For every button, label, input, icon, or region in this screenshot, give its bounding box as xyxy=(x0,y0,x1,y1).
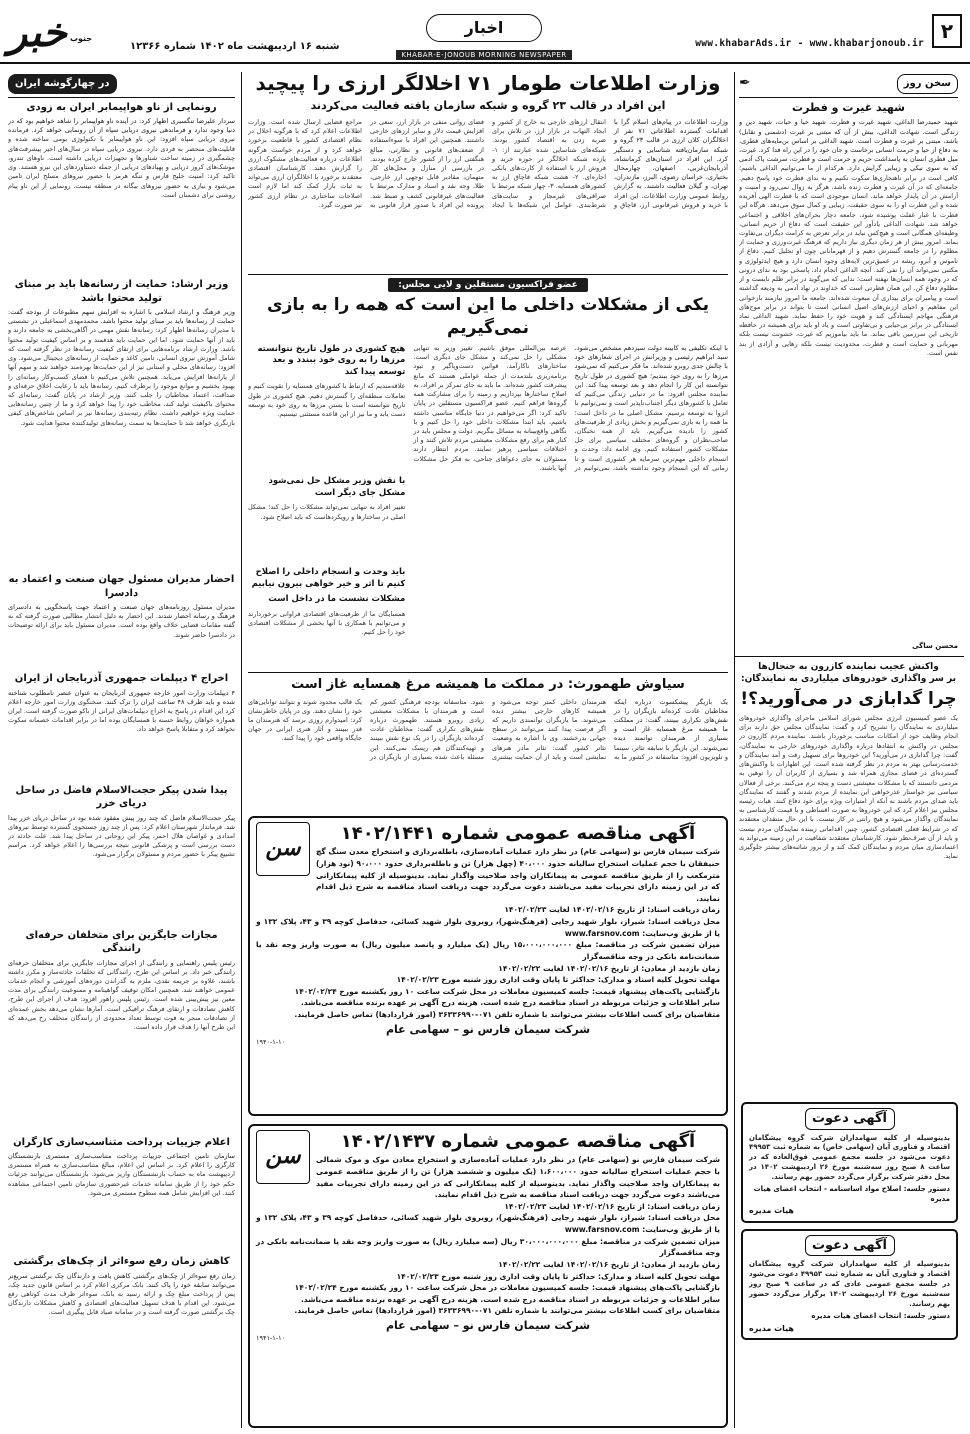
left-news-item: مجازات جایگزین برای متخلفان حرفه‌ای رانندگی رئیس پلیس راهنمایی و رانندگی از اجرای مجازات جایگزین برای متخلفان حرفه‌ای رانندگی خبر داد. بر اساس این طرح، رانندگانی که تخلفات حادثه‌ساز و مکرر داشته باشند، علاوه بر جریمه نقدی، ملزم به گذراندن دوره‌های آموزشی و انجام خدمات عمومی خواهند شد. همچنین امکان توقیف گواهینامه و ممنوعیت رانندگی برای مدت معین نیز پیش‌بینی شده است. رئیس پلیس راهور افزود: هدف از اجرای این طرح، کاهش تصادفات و ارتقای فرهنگ ترافیکی است. آمارها نشان می‌دهد بخش عمده‌ای از تصادفات منجر به فوت توسط تعداد محدودی از رانندگان متخلف رخ می‌دهد که این طرح آنها را هدف قرار داده است. xyxy=(8,929,235,1032)
article-3-body: یک بازیگر پیشکسوت درباره اینکه مخاطبان عادت کرده‌اند بازیگران را در نقش‌های تکراری ببینند، گفت: در مملکت ما همیشه مرغ همسایه غاز است و بسیاری از هنرمندان توانمند دیده نمی‌شوند. این بازیگر با سابقه تئاتر، سینما و تلویزیون افزود: متاسفانه در کشور ما به هنرمندان داخلی کمتر توجه می‌شود و همیشه کارهای خارجی بیشتر دیده می‌شوند. ما بازیگران توانمندی داریم که اگر فرصت پیدا کنند می‌توانند در سطح جهانی بدرخشند. وی با اشاره به وضعیت تئاتر کشور گفت: تئاتر مادر هنرهای نمایشی است و باید از آن حمایت بیشتری شود. متاسفانه بودجه فرهنگی کشور کم است و هنرمندان با مشکلات معیشتی زیادی روبرو هستند. طهمورث درباره نقش‌های تکراری گفت: مخاطبان عادت کرده‌اند بازیگران را در یک نوع نقش ببینند و تهیه‌کنندگان هم ریسک نمی‌کنند. این مسئله باعث شده بسیاری از بازیگران در یک قالب محدود شوند و نتوانند توانایی‌های خود را نشان دهند. وی در پایان خاطرنشان کرد: امیدوارم روزی برسد که هنرمندان ما قدر ببینند و آثار هنری ایرانی در جهان جایگاه واقعی خود را پیدا کنند. xyxy=(248,697,728,761)
left-news-title: اخراج ۴ دیپلمات جمهوری آذربایجان از ایران xyxy=(14,673,229,684)
lead-headline: وزارت اطلاعات طومار ۷۱ اخلالگر ارزی را پیچید xyxy=(255,71,721,95)
notice-1-title: آگهی دعوت xyxy=(805,1108,895,1130)
newspaper-english-subtitle: KHABAR-E-JONOUB MORNING NEWSPAPER xyxy=(396,50,572,60)
notice-1-agenda: اصلاح مواد اساسنامه - انتخاب اعضای هیات مدیره xyxy=(753,1185,950,1203)
article-3-headline: سیاوش طهمورث: در مملکت ما همیشه مرغ همسایه غاز است xyxy=(291,677,685,692)
tender-ad-2-l5: مهلت تحویل کلیه اسناد و مدارک: حداکثر تا پایان وقت اداری روز شنبه مورخ ۱۴۰۲/۰۲/۲۳ xyxy=(396,1271,720,1281)
right-column xyxy=(734,72,964,1428)
left-news-item: اعلام جزییات پرداخت متناسب‌سازی کارگران سازمان تامین اجتماعی جزییات پرداخت متناسب‌سازی مستمری بازنشستگان کارگری را اعلام کرد. بر اساس این اعلام، مبالغ متناسب‌سازی به همراه مستمری اردیبهشت ماه به حساب بازنشستگان واریز می‌شود. بازنشستگان می‌توانند جزئیات حکم خود را از طریق سامانه خدمات غیرحضوری سازمان تامین اجتماعی مشاهده کنند. این افزایش شامل همه سطوح مستمری می‌شود. xyxy=(8,1136,235,1197)
tender-ad-2-l2[interactable]: محل دریافت اسناد: شیراز، بلوار شهید رجایی (فرهنگ‌شهر)، روبروی بلوار شهید کسائی، حدفاصل کوچه ۳۹ و ۴۳، پلاک ۱۳۲ و یا از طریق وب‌سایت: www.farsnov.com xyxy=(256,1213,721,1235)
left-news-item: احضار مدیران مسئول جهان صنعت و اعتماد به دادسرا مدیران مسئول روزنامه‌های جهان صنعت و اعتماد جهت پاسخگویی به دادسرای فرهنگ و رسانه احضار شدند. این احضار به دلیل انتشار مطالبی صورت گرفته که به گفته مقامات قضایی خلاف واقع بوده است. مدیران مسئول باید برای ارائه توضیحات در دادسرا حاضر شوند. xyxy=(8,574,235,639)
article-2-body: با اینکه تکلیفی به کابینه دولت سیزدهم مشخص می‌شود، سید ابراهیم رئیسی و وزیرانش در اجرای شعارهای خود با چالش جدی روبرو شده‌اند. ما فکر می‌کنیم که نمی‌شود مرزها را به روی خود ببندیم؛ هیچ کشوری در طول تاریخ نتوانسته این کار را انجام دهد و بعد توسعه پیدا کند. این نماینده مجلس افزود: ما در دنیایی زندگی می‌کنیم که تعامل با کشورهای دیگر اجتناب‌ناپذیر است و نمی‌توانیم با انزوا به توسعه برسیم. مشکل اصلی ما در داخل است؛ ما همه را به بازی نمی‌گیریم و بخش زیادی از ظرفیت‌های کشور را نادیده می‌گیریم. باید از همه نخبگان، صاحب‌نظران و گروه‌های مختلف سیاسی برای حل مشکلات کشور استفاده کنیم. وی ادامه داد: وحدت و انسجام داخلی مهم‌ترین سرمایه هر کشوری است و تا زمانی که این انسجام وجود نداشته باشد، نمی‌توانیم در عرصه بین‌المللی موفق باشیم. تغییر وزیر به تنهایی مشکلی را حل نمی‌کند و مشکل جای دیگری است. ساختارهای ناکارآمد، قوانین دست‌وپاگیر و نبود برنامه‌ریزی بلندمدت از جمله عواملی هستند که مانع پیشرفت کشور شده‌اند. ما باید به جای تمرکز بر افراد، به اصلاح ساختارها بپردازیم و زمینه را برای مشارکت همه گروه‌ها فراهم کنیم. عضو فراکسیون مستقلین در پایان تاکید کرد: اگر می‌خواهیم در دنیا جایگاه مناسبی داشته باشیم، باید ابتدا مشکلات داخلی خود را حل کنیم و با نگاهی واقع‌بینانه به مسائل بنگریم. دولت و مجلس باید در کنار هم برای رفع مشکلات معیشتی مردم تلاش کنند و از اختلافات سیاسی پرهیز نمایند. مردم انتظار دارند مسئولان به جای دعواهای جناحی، به فکر حل مشکلات آنها باشند. xyxy=(413,344,728,472)
newspaper-logo: خبر xyxy=(8,9,67,56)
left-news-title: وزیر ارشاد: حمایت از رسانه‌ها باید بر مبنای تولید محتوا باشد xyxy=(14,279,229,304)
article-2-kicker: عضو فراکسیون مستقلین و لایی مجلس: xyxy=(388,278,587,292)
cartoon-sub: بر سر واگذاری خودروهای میلیاردی به نمایندگان: xyxy=(740,673,957,684)
tender-ad-2-l7: سایر اطلاعات و جزئیات مربوطه در اسناد مناقصه درج شده است. هزینه درج آگهی بر عهده برنده مناقصه می‌باشد. xyxy=(300,1294,720,1304)
section-title: اخبار xyxy=(426,14,542,42)
tender-ad-2-code: ۱۹۴۱-۱-۱۰ xyxy=(256,1333,286,1342)
left-news-body: سازمان تامین اجتماعی جزییات پرداخت متناسب‌سازی مستمری بازنشستگان کارگری را اعلام کرد. xyxy=(8,1152,235,1170)
notice-2-agenda-label: دستور جلسه: xyxy=(903,1312,950,1321)
tender-ad-1-l2[interactable]: محل دریافت اسناد: شیراز، بلوار شهید رجایی (فرهنگ‌شهر)، روبروی بلوار شهید کسائی، حدفاصل کوچه ۳۹ و ۴۳، پلاک ۱۳۲ و یا از طریق وب‌سایت: www.farsnov.com xyxy=(256,917,721,938)
cartoon-title: چرا گدابازی در می‌آورید؟! xyxy=(740,689,957,710)
cartoon-body: یک عضو کمیسیون انرژی مجلس شورای اسلامی ماجرای واگذاری خودروهای میلیاردی به نمایندگان را تشریح کرد و گفت: نمایندگان مجلس حق دارند برای انجام وظایف خود از امکانات مناسب برخوردار باشند. نماینده مردم کازرون در مجلس در واکنش به انتقادها درباره واگذاری خودروهای خارجی به نمایندگان، گفت: چرا گدابازی در می‌آورید؟ این خودروها برای تسهیل رفت و آمد نمایندگان و خدمت‌رسانی بهتر به مردم در نظر گرفته شده است. این اظهارات با واکنش‌های گسترده‌ای در فضای مجازی همراه شد و بسیاری از کاربران آن را توهین به مردمی دانستند که با مشکلات معیشتی دست و پنجه نرم می‌کنند. برخی از فعالان سیاسی نیز خواستار عذرخواهی این نماینده از مردم شدند و گفتند که نمایندگان باید صدای مردم باشند نه آنکه از امتیازات ویژه برای خود دفاع کنند. هیات رئیسه مجلس نیز اعلام کرد که این خودروها به صورت اقساطی و با قیمت کارشناسی به نمایندگان واگذار می‌شود و هیچ رانتی در کار نیست. با این حال منتقدان معتقدند که در شرایط فعلی اقتصادی کشور، چنین اقداماتی زیبنده نمایندگان مردم نیست و باید از آن صرف‌نظر شود. کارشناسان معتقدند شفافیت در این زمینه می‌تواند به اعتمادسازی میان مردم و نمایندگان کمک کند و از بروز شائبه‌های بیشتر جلوگیری نماید. xyxy=(739,714,958,861)
tender-ad-1-title: آگهی مناقصه عمومی شماره ۱۴۰۲/۱۴۴۱ xyxy=(340,823,696,844)
left-news-body: سردار علیرضا تنگسیری اظهار کرد: در آینده ناو هواپیمابر را شاهد خواهیم بود که در دنیا وجود ندارد و فرماندهی نیروی دریایی سپاه از آن رونمایی خواهد کرد. xyxy=(8,117,235,135)
page-number: ۲ xyxy=(932,14,962,48)
cartoon-kicker: واکنش عجیب نماینده کازرون به جنجال‌ها xyxy=(758,661,939,672)
notice-2-body: بدینوسیله از کلیه سهامداران شرکت گروه پیشگامان اقتصاد و فناوری آیان به شماره ثبت ۴۹۹۵۳ دعوت می‌شود در جلسه مجمع عمومی عادی که در ساعت ۹ صبح روز سه‌شنبه مورخ ۲۶ اردیبهشت ۱۴۰۲ برگزار می‌گردد حضور بهم رسانند. xyxy=(749,1260,950,1309)
left-news-title: اعلام جزییات پرداخت متناسب‌سازی کارگران xyxy=(13,1136,230,1148)
editorial-title: شهید غیرت و فطرت xyxy=(792,100,905,114)
left-news-item: اخراج ۴ دیپلمات جمهوری آذربایجان از ایران ۴ دیپلمات وزارت امور خارجه جمهوری آذربایجان به عنوان عنصر نامطلوب شناخته شده و باید ظرف ۴۸ ساعت ایران را ترک کنند. سخنگوی وزارت امور خارجه اعلام کرد این اقدام در پاسخ به اخراج دیپلمات‌های ایرانی از باکو صورت گرفته است. ایران همواره خواهان روابط حسنه با همسایگان بوده اما در برابر اقدامات خصمانه سکوت نخواهد کرد و متقابلا پاسخ خواهد داد. xyxy=(8,673,235,734)
left-news-item: پیدا شدن پیکر حجت‌الاسلام فاضل در ساحل دریای خزر پیکر حجت‌الاسلام فاضل که چند روز پیش مفقود شده بود در ساحل دریای خزر پیدا شد. فرماندار شهرستان اعلام کرد: پس از چند روز جستجوی گسترده توسط نیروهای امدادی و غواصان هلال احمر، پیکر این روحانی در ساحل پیدا شد. علت حادثه در دست بررسی است و پزشکی قانونی نتیجه بررسی‌ها را اعلام خواهد کرد. مراسم تشییع پیکر با حضور مردم و مسئولان برگزار می‌شود. xyxy=(8,784,235,859)
tender-ad-2 xyxy=(248,1124,728,1428)
newspaper-logo-sub: جنوب xyxy=(70,34,93,43)
article-2-sub-3: باید وحدت و انسجام داخلی را اصلاح کنیم تا اثر و خیر خواهی بیرون نیابیم xyxy=(251,567,406,589)
left-news-body: رئیس پلیس راهنمایی و رانندگی از اجرای مجازات جایگزین برای متخلفان حرفه‌ای رانندگی خبر داد. xyxy=(8,958,235,976)
tender-ad-1-code: ۱۹۴۰-۱-۱۰ xyxy=(256,1037,286,1046)
editorial-box-label: سخن روز xyxy=(897,74,958,94)
lead-body: وزارت اطلاعات در پیام‌های اسلام گرا با اقدامات گسترده اطلاعاتی ۷۱ نفر از اخلالگران کلان ارزی در قالب ۲۳ گروه و شبکه سازمان‌یافته شناسایی و دستگیر کرد. این افراد در استان‌های کرمانشاه، آذربایجان‌غربی، اصفهان، چهارمحال بختیاری، خراسان رضوی، البرز، مازندران، تهران، و گیلان فعالیت داشتند. به گزارش روابط عمومی وزارت اطلاعات، این افراد با خرید و فروش غیرقانونی ارز، قاچاق و انتقال ارزهای خارجی به خارج از کشور و ایجاد التهاب در بازار ارز، در تلاش برای ضربه زدن به اقتصاد کشور بودند. شبکه‌های شناسایی شده عبارتند از: ۱- یازده شبکه اخلالگر در حوزه خرید و فروش ارز با استفاده از کارت‌های بانکی اجاره‌ای. ۲- هشت شبکه قاچاق ارز به کشورهای همسایه. ۳- چهار شبکه مرتبط با صرافی‌های غیرمجاز و سایت‌های شرط‌بندی. عوامل این شبکه‌ها با ایجاد فضای روانی منفی در بازار ارز، سعی در افزایش قیمت دلار و سایر ارزهای خارجی داشتند. همچنین این افراد با سوءاستفاده از ضعف‌های قانونی و نظارتی، مبالغ هنگفتی ارز را از کشور خارج کرده بودند. در بازرسی از منازل و محل‌های کار متهمان، مقادیر قابل توجهی ارز خارجی، طلا، وجه نقد و اسناد و مدارک مرتبط با فعالیت‌های غیرقانونی کشف و ضبط شد. پرونده این افراد با صدور قرار قانونی به مراجع قضایی ارسال شده است. وزارت اطلاعات اعلام کرد که با هرگونه اخلال در نظام اقتصادی کشور با قاطعیت برخورد خواهد کرد و از مردم خواست هرگونه اطلاعات درباره فعالیت‌های مشکوک ارزی را گزارش دهند. کارشناسان اقتصادی معتقدند برخورد با اخلالگران ارزی می‌تواند به ثبات بازار کمک کند اما لازم است اصلاحات ساختاری در نظام ارزی کشور نیز صورت گیرد. xyxy=(248,117,728,209)
company-logo-icon: سن xyxy=(256,1130,310,1184)
tender-ad-2-l1: زمان دریافت اسناد: از تاریخ ۱۴۰۲/۰۲/۱۶ لغایت ۱۴۰۲/۰۲/۲۳ xyxy=(504,1201,720,1211)
article-2-sub-2: با نقش وزیر مشکل حل نمی‌شود مشکل جای دیگر است xyxy=(268,476,406,498)
notice-1-sign: هیات مدیره xyxy=(749,1206,794,1216)
left-news-item: رونمایی از ناو هواپیمابر ایران به زودی سردار علیرضا تنگسیری اظهار کرد: در آینده ناو هواپیمابر را شاهد خواهیم بود که در دنیا وجود ندارد و فرماندهی نیروی دریایی سپاه از آن رونمایی خواهد کرد. فرمانده نیروی دریایی سپاه افزود: این ناو هواپیمابر با تکنولوژی بومی ساخته شده و قابلیت‌های منحصر به فردی دارد. نیروی دریایی سپاه در سال‌های اخیر پیشرفت‌های چشمگیری در زمینه ساخت شناورها و تجهیزات دریایی داشته است. ناوهای تندرو، موشک‌های کروز دریایی و پهپادهای دریایی از جمله دستاوردهای این نیرو هستند. وی تاکید کرد: امنیت خلیج فارس و تنگه هرمز با حضور نیروهای مسلح ایران تامین می‌شود و نیازی به حضور نیروهای بیگانه در منطقه نیست. رونمایی از این ناو پیام روشنی برای دشمنان است. xyxy=(8,101,235,199)
tender-ad-2-l3: میزان تضمین شرکت در مناقصه: مبلغ ۳۰،۰۰۰،۰۰۰،۰۰۰ ریال (سه میلیارد ریال) به صورت واریز وجه نقد یا ضمانت‌نامه بانکی در وجه مناقصه‌گزار xyxy=(256,1236,720,1258)
notice-2-sign: هیات مدیره xyxy=(749,1323,794,1333)
tender-ad-1-l7: سایر اطلاعات و جزئیات مربوطه در اسناد مناقصه درج شده است. هزینه درج آگهی بر عهده برنده مناقصه می‌باشد. xyxy=(300,998,720,1008)
left-news-body: وزیر فرهنگ و ارشاد اسلامی با اشاره به افزایش سهم مطبوعات از بودجه گفت: حمایت از رسانه‌ها باید بر مبنای تولید محتوا باشد. xyxy=(8,308,235,326)
tender-ad-1-company: شرکت سیمان فارس نو – سهامی عام xyxy=(385,1022,591,1036)
left-news-item: وزیر ارشاد: حمایت از رسانه‌ها باید بر مبنای تولید محتوا باشد وزیر فرهنگ و ارشاد اسلامی با اشاره به افزایش سهم مطبوعات از بودجه گفت: حمایت از رسانه‌ها باید بر مبنای تولید محتوا باشد. محمدمهدی اسماعیلی در نشستی با مدیران رسانه‌ها اظهار کرد: رسانه‌ها نقش مهمی در آگاهی‌بخشی به جامعه دارند و باید از آنها حمایت شود. اما این حمایت باید هدفمند و بر اساس کیفیت تولید محتوا باشد. وزارت ارشاد برنامه‌هایی برای ارتقای کیفیت رسانه‌ها در نظر گرفته است که شامل آموزش نیروی انسانی، تامین کاغذ و حمایت از رسانه‌های دیجیتال می‌شود. وی افزود: رسانه‌های محلی و استانی نیز از این حمایت‌ها بهره‌مند خواهند شد و سهم آنها از یارانه‌ها افزایش می‌یابد. همچنین تلاش می‌کنیم تا فضای کسب‌وکار رسانه‌ای را بهبود بخشیم و موانع موجود را برطرف کنیم. رسانه‌ها باید با رعایت اخلاق حرفه‌ای و صداقت، اعتماد مخاطبان را جلب کنند. وزیر ارشاد در پایان گفت: رسانه‌ای که محتوای باکیفیت تولید کند، مخاطب خود را پیدا خواهد کرد و ما از چنین رسانه‌هایی حمایت ویژه خواهیم داشت. نظام رتبه‌بندی رسانه‌ها نیز بر اساس شاخص‌های کیفی بازنگری خواهد شد تا حمایت‌ها به سمت رسانه‌های تولیدکننده محتوا هدایت شود. xyxy=(8,279,235,427)
issue-date: شنبه ۱۶ اردیبهشت ماه ۱۴۰۲ شماره ۱۲۳۶۶ xyxy=(130,41,340,52)
tender-ad-1-l5: مهلت تحویل کلیه اسناد و مدارک: حداکثر تا پایان وقت اداری روز شنبه مورخ ۱۴۰۲/۰۲/۲۳ xyxy=(396,975,720,985)
notice-2-agenda: انتخاب اعضای هیات مدیره xyxy=(811,1312,902,1321)
article-2: عضو فراکسیون مستقلین و لایی مجلس: یکی از مشکلات داخلی ما این است که همه را به بازی نمی‌گیریم با اینکه تکلیفی به کابینه دولت سیزدهم مشخص می‌شود، سید ابراهیم رئیسی و وزیرانش در اجرای شعارهای خود با چالش جدی روبرو شده‌اند. ما فکر می‌کنیم که نمی‌شود مرزها را به روی خود ببندیم؛ هیچ کشوری در طول تاریخ نتوانسته این کار را انجام دهد و بعد توسعه پیدا کند. این نماینده مجلس افزود: ما در دنیایی زندگی می‌کنیم که تعامل با کشورهای دیگر اجتناب‌ناپذیر است و نمی‌توانیم با انزوا به توسعه برسیم. مشکل اصلی ما در داخل است؛ ما همه را به بازی نمی‌گیریم و بخش زیادی از ظرفیت‌های کشور را نادیده می‌گیریم. باید از همه نخبگان، صاحب‌نظران و گروه‌های مختلف سیاسی برای حل مشکلات کشور استفاده کنیم. وی ادامه داد: وحدت و انسجام داخلی مهم‌ترین سرمایه هر کشوری است و تا زمانی که این انسجام وجود نداشته باشد، نمی‌توانیم در عرصه بین‌المللی موفق باشیم. تغییر وزیر به تنهایی مشکلی را حل نمی‌کند و مشکل جای دیگری است. ساختارهای ناکارآمد، قوانین دست‌وپاگیر و نبود برنامه‌ریزی بلندمدت از جمله عواملی هستند که مانع پیشرفت کشور شده‌اند. ما باید به جای تمرکز بر افراد، به اصلاح ساختارها بپردازیم و زمینه را برای مشارکت همه گروه‌ها فراهم کنیم. عضو فراکسیون مستقلین در پایان تاکید کرد: اگر می‌خواهیم در دنیا جایگاه مناسبی داشته باشیم، باید ابتدا مشکلات داخلی خود را حل کنیم و با نگاهی واقع‌بینانه به مسائل بنگریم. دولت و مجلس باید در کنار هم برای رفع مشکلات معیشتی مردم تلاش کنند و از اختلافات سیاسی پرهیز نمایند. مردم انتظار دارند مسئولان به جای دعواهای جناحی، به فکر حل مشکلات آنها باشند. هیچ کشوری در طول تاریخ نتوانسته مرزها را به روی خود ببندد و بعد توسعه پیدا کند علاقه‌مندیم که ارتباط با کشورهای همسایه را تقویت کنیم و تعاملات منطقه‌ای را گسترش دهیم. هیچ کشوری در طول تاریخ نتوانسته است با بستن مرزها به روی خود به توسعه دست یابد و ما نیز از این قاعده مستثنی نیستیم. با نقش وزیر مشکل حل نمی‌شود مشکل جای دیگر است تغییر افراد به تنهایی نمی‌تواند مشکلات را حل کند؛ مشکل اصلی در ساختارها و رویکردهاست که باید اصلاح شود. باید وحدت و انسجام داخلی را اصلاح کنیم تا اثر و خیر خواهی بیرون نیابیم مشکلات نشست ما در داخل است همسایگان ما از ظرفیت‌های اقتصادی فراوانی برخوردارند و می‌توانیم با همکاری با آنها بخشی از مشکلات اقتصادی خود را حل کنیم. xyxy=(248,274,728,708)
masthead xyxy=(0,0,970,64)
tender-ad-1-l1: زمان دریافت اسناد: از تاریخ ۱۴۰۲/۰۲/۱۶ لغایت ۱۴۰۲/۰۲/۲۳ xyxy=(504,905,720,915)
lead-subheadline: این افراد در قالب ۲۳ گروه و شبکه سازمان یافته فعالیت می‌کردند xyxy=(310,99,666,112)
tender-ad-1 xyxy=(248,816,728,1116)
invitation-notice-2 xyxy=(741,1229,958,1340)
notice-1-body: بدینوسیله از کلیه سهامداران شرکت گروه پیشگامان اقتصاد و فناوری آیان (سهامی خاص) به شماره ثبت ۴۹۹۵۳ دعوت می‌شود در جلسه مجمع عمومی فوق‌العاده که در ساعت ۸ صبح روز سه‌شنبه مورخ ۲۶ اردیبهشت ۱۴۰۲ در محل دفتر شرکت برگزار می‌گردد حضور بهم رسانند. xyxy=(749,1133,950,1182)
invitation-notice-1 xyxy=(741,1102,958,1223)
left-news-title: رونمایی از ناو هواپیمابر ایران به زودی xyxy=(26,101,217,113)
tender-ad-1-l6: بازگشایی پاکت‌های پیشنهاد قیمت: جلسه کمیسیون معاملات در محل شرکت ساعت ۱۰ روز یکشنبه مورخ ۱۴۰۲/۰۲/۲۴ xyxy=(294,986,720,996)
left-news-item: کاهش زمان رفع سوءاثر از چک‌های برگشتی زمان رفع سوءاثر از چک‌های برگشتی کاهش یافت و دارندگان چک برگشتی سریع‌تر می‌توانند سابقه خود را پاک کنند. بانک مرکزی اعلام کرد بر اساس قانون جدید چک، پس از پرداخت مبلغ چک و ارائه رسید به بانک، سوءاثر ظرف مدت کوتاهی رفع می‌شود. این اقدام با هدف تسهیل فعالیت‌های اقتصادی و کاهش مشکلات دارندگان چک برگشتی صورت گرفته است و در سامانه صیاد قابل پیگیری است. xyxy=(8,1256,235,1317)
editorial-body: شهید حمیدرضا الداغی، شهید غیرت و فطرت. شهید حیا و حیات، شهید دین و زندگی است. شهادت الداغی، بیش از آن که مبتنی بر غیرت (دشمنی و تقابل) باشد، مبتنی بر غیرت و فطرت است. شهید الداغی بر اساس بن‌مایه‌های فطری، به دفاع از حیا و حرمت انسانی برخاست و جان خود را در این راه فدا کرد. غیرت، میل فطری انسان به پاسداشت حریم و حرمت است و فطرت، سرشت پاک آدمی که به سوی نیکی و زیبایی گرایش دارد. هرکدام از ما می‌توانیم الداغی باشیم؛ کافی است در برابر ناهنجاری‌ها سکوت نکنیم و به ندای فطرت خود پاسخ دهیم. جامعه‌ای که در آن غیرت و فطرت زنده باشد، هرگز به زوال نمی‌رود و امنیت و آرامش در آن پایدار خواهد ماند. انسان موجودی است که با فطرت الهی آفریده شده و این فطرت او را به سوی حقیقت، زیبایی و کمال سوق می‌دهد. هرگاه این فطرت با غبار غفلت پوشیده شود، جامعه دچار بحران‌های اخلاقی و اجتماعی خواهد شد. شهادت الداغی یادآور این حقیقت است که دفاع از حریم انسانی، وظیفه‌ای همگانی است و هیچ‌کس نباید در برابر تعرض به کرامت دیگران بی‌تفاوت بماند. امروز بیش از هر زمان دیگری نیاز داریم که فرهنگ غیرت‌ورزی و حمایت از مظلوم را در جامعه گسترش دهیم و از قهرمانانی چون او تجلیل کنیم. دفاع از ناموس و آبرو، ریشه در عمیق‌ترین لایه‌های وجود انسان دارد و هیچ ایدئولوژی و مکتبی نمی‌تواند آن را نفی کند. آنچه الداغی انجام داد، پاسخی بود به ندای درونی که در وجود همه انسان‌ها نهفته است؛ ندایی که می‌گوید در برابر ظلم نایست و از مظلوم دفاع کن. این همان فطرتی است که خداوند در نهاد آدمی به ودیعه گذاشته است و پیامبران برای بیداری آن مبعوث شده‌اند. جامعه ما امروز نیازمند بازخوانی این مفاهیم و احیای ارزش‌های اصیل انسانی است تا بتواند در برابر موج‌های فرهنگی مهاجم ایستادگی کند و هویت خود را حفظ نماید. شهید الداغی نماد ایستادگی در برابر بی‌حیایی و بی‌تفاوتی است و یاد او باید برای همیشه در حافظه تاریخی این سرزمین باقی بماند. ما باید بیاموزیم که غیرت، خشونت نیست بلکه مهربانی و حمایت است و فطرت، محدودیت نیست بلکه رهایی و آزادی از بند نفس است. xyxy=(739,118,958,357)
article-3 xyxy=(248,672,728,826)
left-column xyxy=(6,72,242,1428)
tender-ad-1-l8: متقاضیان برای کسب اطلاعات بیشتر می‌توانند با شماره تلفن ۰۷۱-۳۶۳۳۶۹۹۰ (امور قراردادها) تماس حاصل فرمایند. xyxy=(294,1010,720,1020)
left-news-body: پیکر حجت‌الاسلام فاضل که چند روز پیش مفقود شده بود در ساحل دریای خزر پیدا شد. xyxy=(8,813,235,831)
left-news-title: پیدا شدن پیکر حجت‌الاسلام فاضل در ساحل دریای خزر xyxy=(15,784,228,809)
notice-2-title: آگهی دعوت xyxy=(805,1235,895,1257)
left-news-title: کاهش زمان رفع سوءاثر از چک‌های برگشتی xyxy=(13,1256,230,1267)
tender-ad-2-l4: زمان بازدید از معادن: از تاریخ ۱۴۰۲/۰۲/۱۶ لغایت ۱۴۰۲/۰۲/۲۲ xyxy=(498,1259,720,1269)
company-logo-icon: سن xyxy=(256,822,310,876)
editorial-author: محسن ساگی xyxy=(912,642,958,651)
left-box-label: در چهارگوشه ایران xyxy=(8,74,117,94)
left-news-title: مجازات جایگزین برای متخلفان حرفه‌ای رانندگی xyxy=(25,929,218,954)
tender-ad-2-intro: شرکت سیمان فارس نو (سهامی عام) در نظر دارد عملیات آماده‌سازی و استخراج معادن موک و موک شمالی با حجم عملیات استخراج سالیانه حدود ۱،۶۰۰،۰۰۰ (یک میلیون و ششصد هزار) تن را از طریق مناقصه عمومی به پیمانکاران واجد صلاحیت واگذار نماید. بدینوسیله از کلیه پیمانکارانی که در این زمینه دارای تجربیات مفید می‌باشند دعوت می‌گردد جهت دریافت اسناد مناقصه به شرح ذیل اقدام نمایند. xyxy=(316,1155,720,1200)
tender-ad-1-l3: میزان تضمین شرکت در مناقصه: مبلغ ۱۵،۰۰۰،۰۰۰،۰۰۰ ریال (یک میلیارد و پانصد میلیون ریال) به صورت واریز وجه نقد یا ضمانت‌نامه بانکی در وجه مناقصه‌گزار xyxy=(256,940,721,961)
pen-icon: ✒ xyxy=(739,75,751,92)
notice-1-agenda-label: دستور جلسه: xyxy=(903,1185,950,1194)
tender-ad-2-l8: متقاضیان برای کسب اطلاعات بیشتر می‌توانند با شماره تلفن ۰۷۱-۳۶۳۳۶۹۹۰ (امور قراردادها) تماس حاصل فرمایند. xyxy=(294,1306,720,1316)
website-urls[interactable]: www.khabarAds.ir - www.khabarjonoub.ir xyxy=(695,38,924,49)
tender-ad-1-l4: زمان بازدید از معادن: از تاریخ ۱۴۰۲/۰۲/۱۶ لغایت ۱۴۰۲/۰۲/۲۲ xyxy=(498,963,720,973)
article-2-headline: یکی از مشکلات داخلی ما این است که همه را به بازی نمی‌گیریم xyxy=(267,295,709,339)
article-2-sub-1: هیچ کشوری در طول تاریخ نتوانسته مرزها را به روی خود ببندد و بعد توسعه پیدا کند xyxy=(257,344,406,377)
tender-ad-2-title: آگهی مناقصه عمومی شماره ۱۴۰۲/۱۴۳۷ xyxy=(340,1131,696,1152)
tender-ad-1-intro: شرکت سیمان فارس نو (سهامی عام) در نظر دارد عملیات آماده‌سازی، باطله‌برداری و استخراج معدن سنگ گچ حنیفقان با حجم عملیات استخراج سالیانه حدود ۴۰،۰۰۰ (چهل هزار) تن و باطله‌برداری حدود ۹۰،۰۰۰ (نود هزار) مترمکعب را از طریق مناقصه عمومی به پیمانکاران واجد صلاحیت واگذار نماید. بدینوسیله از کلیه پیمانکارانی که در این زمینه دارای تجربیات مفید می‌باشند دعوت می‌گردد جهت دریافت اسناد مناقصه به شرح ذیل اقدام نمایند. xyxy=(316,847,720,903)
tender-ad-2-l6: بازگشایی پاکت‌های پیشنهاد قیمت: جلسه کمیسیون معاملات در محل شرکت ساعت ۱۰ روز یکشنبه مورخ ۱۴۰۲/۰۲/۲۴ xyxy=(294,1283,720,1293)
left-news-body: مدیران مسئول روزنامه‌های جهان صنعت و اعتماد جهت پاسخگویی به دادسرای فرهنگ و رسانه احضار شدند. xyxy=(8,603,235,621)
article-2-sub-4: مشکلات نشست ما در داخل است xyxy=(268,594,406,605)
left-news-body: زمان رفع سوءاثر از چک‌های برگشتی کاهش یافت و دارندگان چک برگشتی سریع‌تر می‌توانند سابقه خود را پاک کنند. xyxy=(8,1271,235,1289)
left-news-title: احضار مدیران مسئول جهان صنعت و اعتماد به دادسرا xyxy=(8,574,235,599)
left-news-body: ۴ دیپلمات وزارت امور خارجه جمهوری آذربایجان به عنوان عنصر نامطلوب شناخته شده و باید ظرف ۴۸ ساعت ایران را ترک کنند. xyxy=(8,688,235,706)
tender-ad-2-company: شرکت سیمان فارس نو – سهامی عام xyxy=(385,1319,591,1333)
